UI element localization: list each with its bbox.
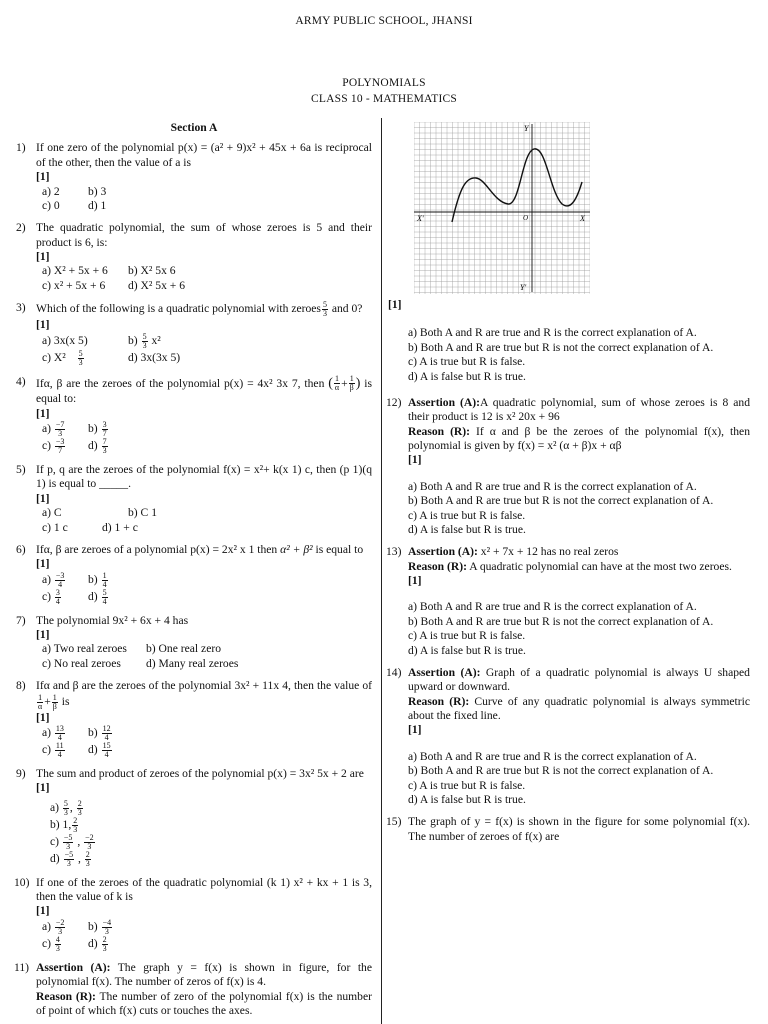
- column-divider: [381, 118, 382, 1024]
- label-origin: O: [523, 214, 529, 222]
- question-12: 12) Assertion (A):A quadratic polynomial, sum of whose zeroes is 8 and their product is 12 is x² 20x + 96 Reason (R): If α and β be the zeroes of the polynomial f(x), then polynomial is given by f(x) = x² (α + β)x + αβ [1] a) Both A and R are true and R is the correct explanation of A. b) Both A and R are true but R is not the correct explanation of A. c) A is true but R is false. d) A is false but R is true.: [386, 395, 750, 536]
- question-6: 6) Ifα, β are zeroes of a polynomial p(x) = 2x² x 1 then α² + β² is equal to [1] a) $\frac{-3}{4}$ b) $\frac{1}{4}$ c) $\frac{3}{4}$ d) $\frac{5}{4}$: [16, 542, 364, 606]
- question-11: 11) Assertion (A): The graph y = f(x) is shown in figure, for the polynomial f(x). The number of zeros of f(x) is 4. Reason (R): The number of zero of the polynomial f(x) is the number of point of which f(x) cuts or touches the axes.: [14, 960, 372, 1017]
- marks: [1]: [36, 170, 50, 184]
- question-3: 3) Which of the following is a quadratic polynomial with zeroes $\frac{5}{3}$ and 0? [1] a) 3x(x 5) b) $\frac{5}{3}$ x² c) X² $\frac{5}{3}$ d) 3x(3x 5): [16, 300, 363, 367]
- left-column: [16, 118, 372, 1018]
- label-y-prime: Y': [520, 283, 527, 292]
- q11-options: a) Both A and R are true and R is the correct explanation of A. b) Both A and R are true but R is not the correct explanation of A. c) A is true but R is false. d) A is false but R is true.: [408, 326, 714, 383]
- question-9: 9) The sum and product of zeroes of the polynomial p(x) = 3x² 5x + 2 are [1] a) $\frac{5}{3}$ , $\frac{2}{3}$ b) 1, $\frac{2}{3}$ c) $\frac{-5}{3}$ , $\frac{-2}{3}$ d) $\frac{-5}{3}$ , $\frac{2}{3}$: [16, 766, 364, 868]
- school-name: ARMY PUBLIC SCHOOL, JHANSI: [295, 15, 473, 27]
- options: a) 2 b) 3 c) 0 d) 1: [42, 184, 107, 212]
- question-4: 4) Ifα, β are the zeroes of the polynomial p(x) = 4x² 3x 7, then ( $\frac{1}{\alpha}$ + $\frac{1}{\beta}$ ) is equal to: [1] a) $\frac{-7}{3}$ b) $\frac{3}{7}$ c) $\frac{-3}{7}$ d) $\frac{7}{3}$: [16, 374, 372, 456]
- question-14: 14) Assertion (A): Graph of a quadratic polynomial is always U shaped upward or downward. Reason (R): Curve of any quadratic polynomial is always symmetric about the fixed line. [1] a) Both A and R are true and R is the correct explanation of A. b) Both A and R are true but R is not the correct explanation of A. c) A is true but R is false. d) A is false but R is true.: [386, 665, 750, 806]
- section-heading: Section A: [170, 121, 218, 134]
- question-5: 5) If p, q are the zeroes of the polynomial f(x) = x²+ k(x 1) c, then (p 1)(q 1) is equal to _____. [1] a) C b) C 1 c) 1 c d) 1 + c: [16, 463, 372, 534]
- right-column: [388, 120, 750, 852]
- graph-grid: [414, 122, 590, 294]
- question-1: 1) If one zero of the polynomial p(x) = (a² + 9)x² + 45x + 6a is reciprocal of the other, then the value of a is [1] a) 2 b) 3 c) 0 d) 1: [16, 141, 372, 212]
- doc-title: POLYNOMIALS: [342, 77, 426, 89]
- doc-subtitle: CLASS 10 - MATHEMATICS: [311, 93, 457, 105]
- question-10: 10) If one of the zeroes of the quadratic polynomial (k 1) x² + kx + 1 is 3, then the value of k is [1] a) $\frac{-2}{3}$ b) $\frac{-4}{3}$ c) $\frac{4}{3}$ d) $\frac{2}{3}$: [14, 875, 372, 953]
- label-y: Y: [524, 124, 529, 133]
- question-2: 2) The quadratic polynomial, the sum of whose zeroes is 5 and their product is 6, is: [1] a) X² + 5x + 6 b) X² 5x 6 c) x² + 5x + 6 d) X² 5x + 6: [16, 221, 372, 292]
- question-13: 13) Assertion (A): x² + 7x + 12 has no real zeros Reason (R): A quadratic polynomial can have at the most two zeroes. [1] a) Both A and R are true and R is the correct explanation of A. b) Both A and R are true but R is not the correct explanation of A. c) A is true but R is false. d) A is false but R is true.: [386, 545, 732, 657]
- question-15: 15) The graph of y = f(x) is shown in the figure for some polynomial f(x). The number of zeroes of f(x) are: [386, 815, 750, 843]
- marks: [1]: [388, 298, 402, 311]
- question-7: 7) The polynomial 9x² + 6x + 4 has [1] a) Two real zeroes b) One real zero c) No real zeroes d) Many real zeroes: [16, 613, 239, 670]
- polynomial-graph: [414, 122, 590, 294]
- label-x-prime: X': [417, 214, 424, 223]
- question-8: 8) Ifα and β are the zeroes of the polynomial 3x² + 11x 4, then the value of $\frac{1}{\alpha}$ + $\frac{1}{\beta}$ is [1] a) $\frac{13}{4}$ b) $\frac{12}{4}$ c) $\frac{11}{4}$ d) $\frac{15}{4}$: [16, 679, 372, 759]
- label-x: X: [580, 214, 585, 223]
